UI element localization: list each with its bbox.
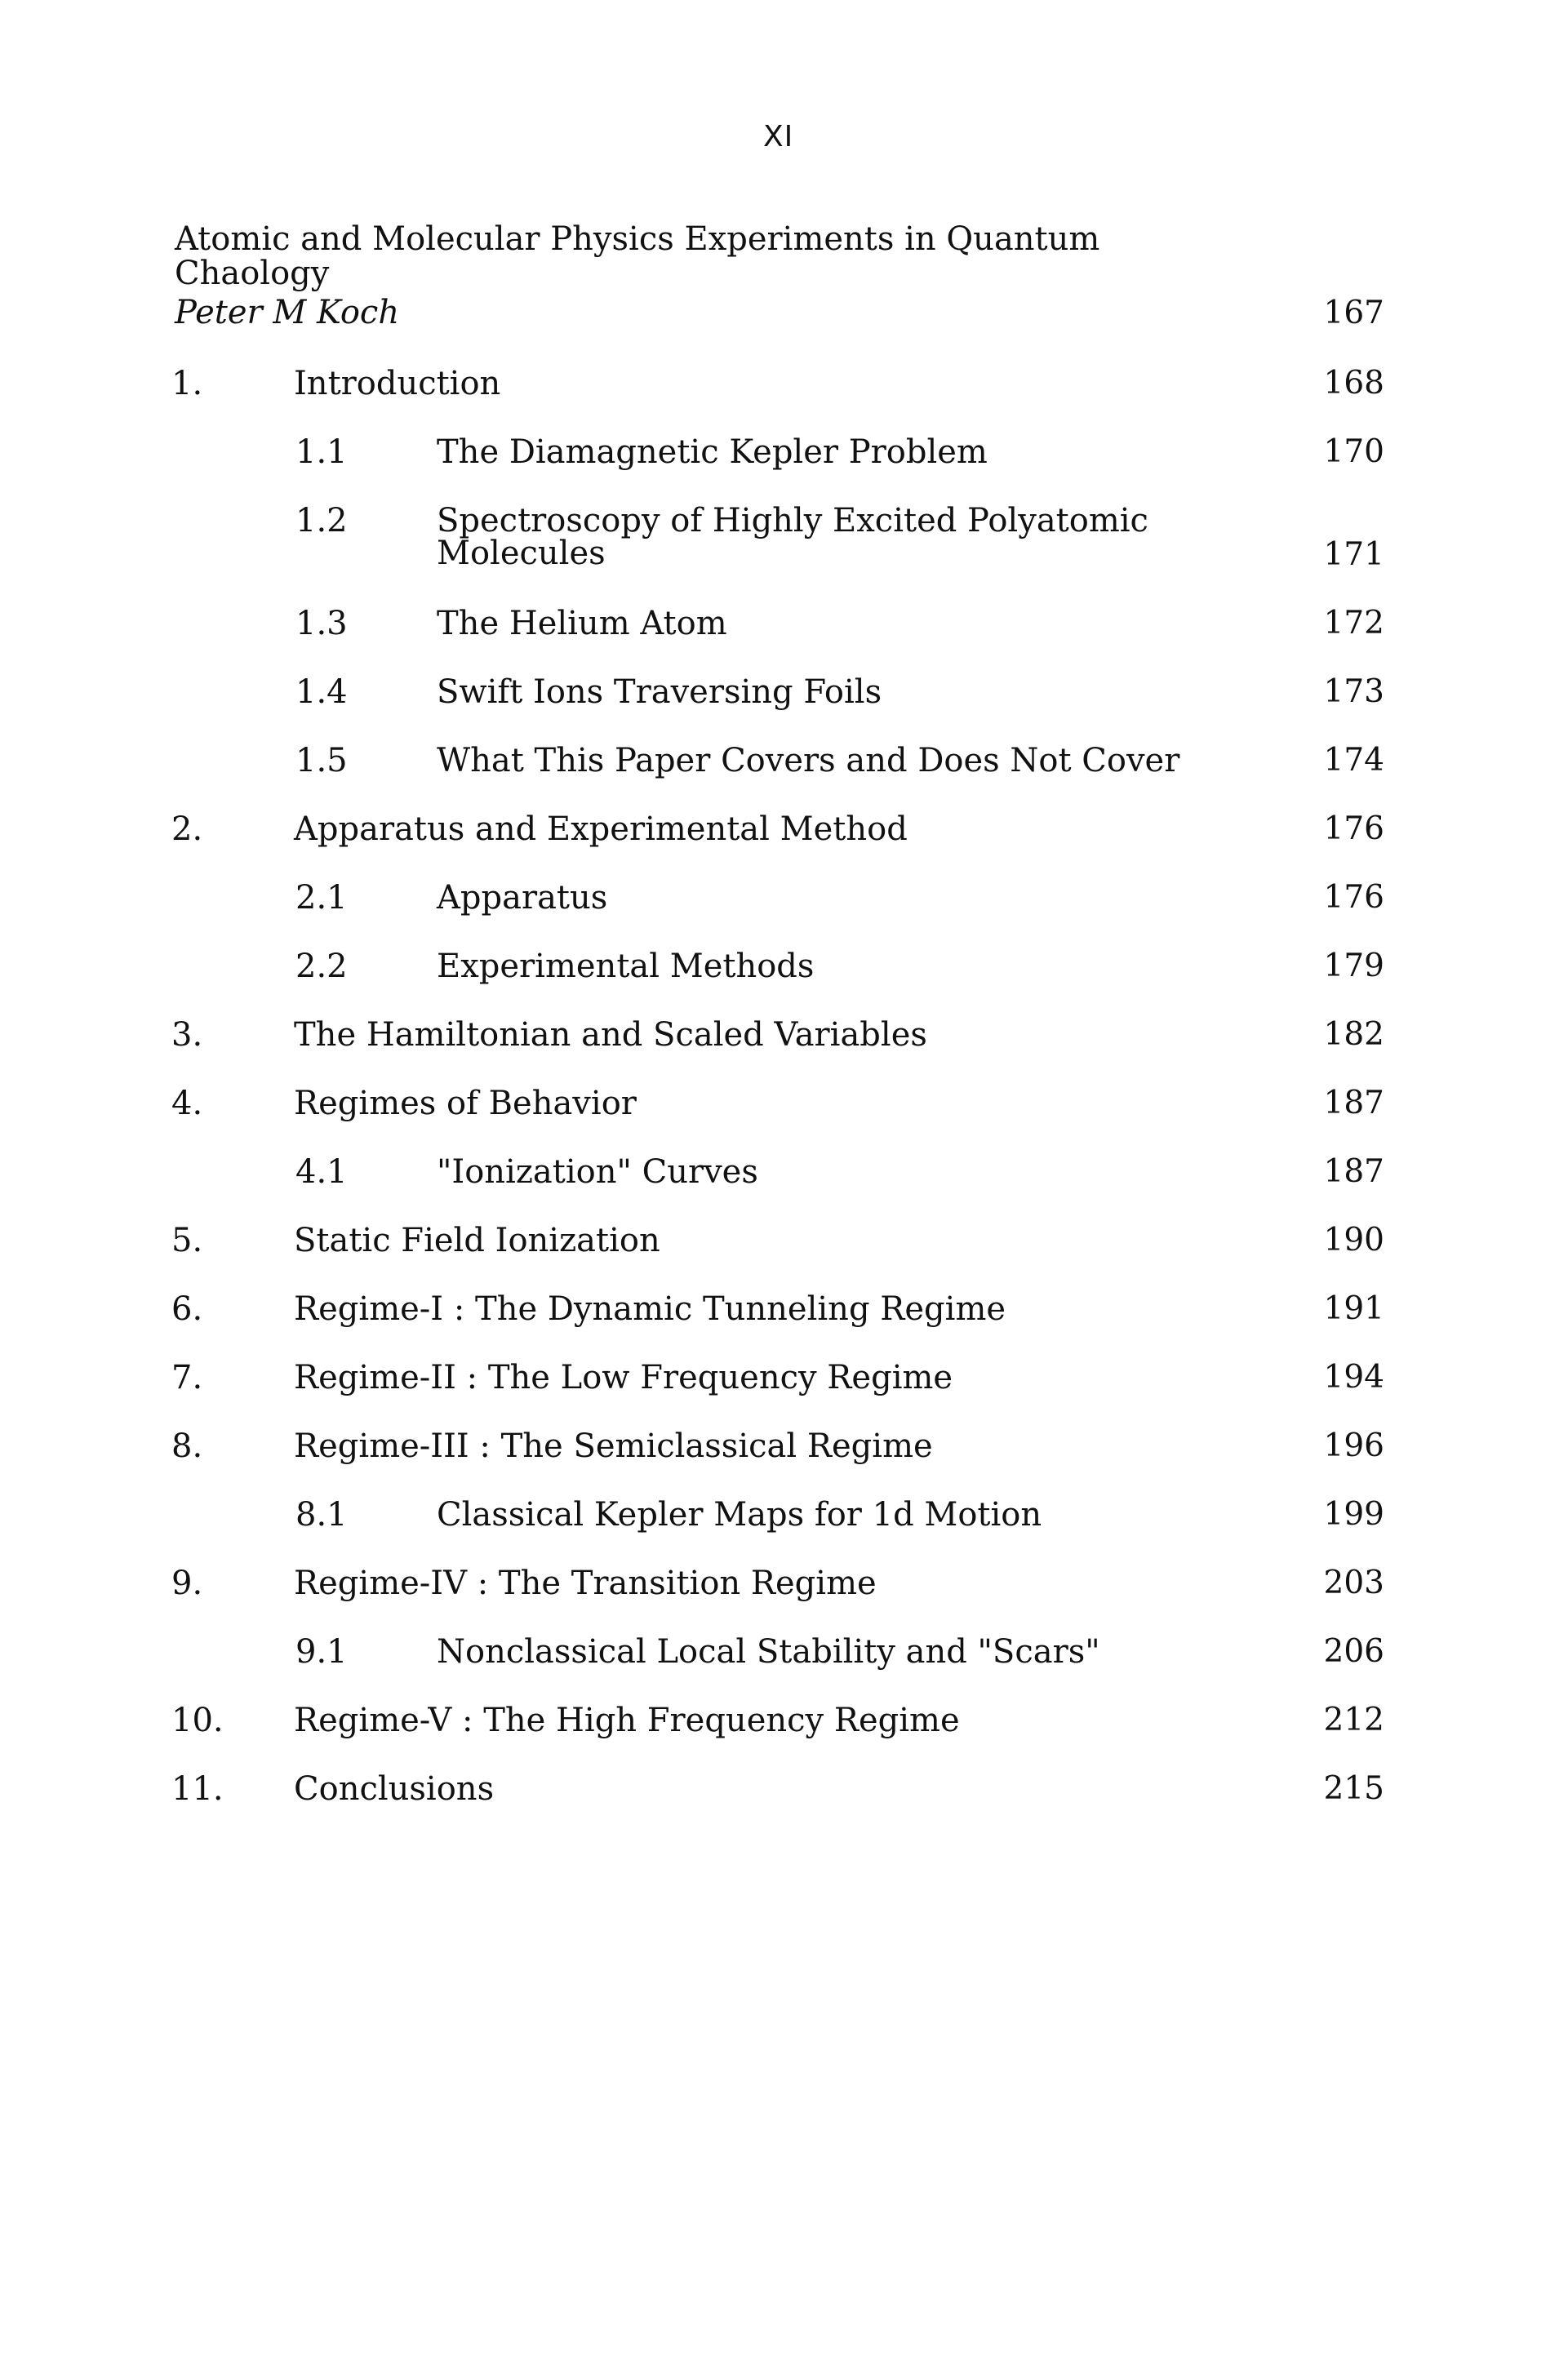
- entry-page: 199: [1323, 1496, 1384, 1533]
- entry-title: Swift Ions Traversing Foils: [437, 673, 882, 711]
- entry-page: 174: [1323, 742, 1384, 779]
- entry-page: 176: [1323, 879, 1384, 916]
- entry-page: 182: [1323, 1016, 1384, 1053]
- toc-entry[interactable]: [0, 1771, 1568, 1820]
- entry-title: "Ionization" Curves: [437, 1153, 758, 1191]
- entry-title: Regime-III : The Semiclassical Regime: [294, 1427, 933, 1465]
- entry-title: Static Field Ionization: [294, 1222, 660, 1259]
- toc-subentry[interactable]: [0, 606, 1568, 655]
- toc-subentry[interactable]: [0, 948, 1568, 997]
- entry-number: 6.: [171, 1290, 203, 1328]
- entry-number: 5.: [171, 1222, 203, 1259]
- chapter-title: [175, 222, 1154, 291]
- entry-number: 8.: [171, 1427, 203, 1465]
- entry-title: Regime-V : The High Frequency Regime: [294, 1702, 960, 1739]
- entry-number: 1.3: [295, 605, 348, 642]
- entry-page: 190: [1323, 1222, 1384, 1259]
- entry-page: 172: [1323, 605, 1384, 642]
- entry-title: Introduction: [294, 365, 501, 402]
- toc-entry[interactable]: [0, 366, 1568, 415]
- entry-page: 176: [1323, 810, 1384, 847]
- chapter-title-line2: Chaology: [175, 255, 330, 292]
- toc-subentry[interactable]: [0, 1154, 1568, 1203]
- entry-page: 212: [1323, 1702, 1384, 1738]
- entry-page: 179: [1323, 948, 1384, 984]
- toc-subentry[interactable]: [0, 743, 1568, 792]
- entry-title: The Helium Atom: [437, 605, 727, 642]
- entry-title: Conclusions: [294, 1770, 495, 1808]
- toc-subentry[interactable]: [0, 674, 1568, 723]
- entry-title-continued: Molecules: [437, 535, 606, 572]
- entry-page: 194: [1323, 1359, 1384, 1396]
- entry-title: Regime-IV : The Transition Regime: [294, 1565, 877, 1602]
- entry-page: 171: [1323, 536, 1384, 573]
- entry-title: The Diamagnetic Kepler Problem: [437, 433, 988, 471]
- entry-number: 3.: [171, 1016, 203, 1054]
- entry-title: Apparatus: [437, 879, 608, 917]
- entry-page: 187: [1323, 1153, 1384, 1190]
- entry-number: 1.5: [295, 742, 348, 779]
- entry-number: 1.4: [295, 673, 348, 711]
- entry-number: 2.: [171, 810, 203, 848]
- toc-entry[interactable]: [0, 811, 1568, 860]
- toc-entry[interactable]: [0, 1565, 1568, 1614]
- toc-entry[interactable]: [0, 1291, 1568, 1340]
- chapter-page-number: 167: [1323, 295, 1384, 331]
- entry-number: 11.: [171, 1770, 224, 1808]
- entry-title: Apparatus and Experimental Method: [294, 810, 908, 848]
- entry-title: Regime-I : The Dynamic Tunneling Regime: [294, 1290, 1006, 1328]
- entry-number: 9.1: [295, 1633, 348, 1671]
- entry-number: 10.: [171, 1702, 224, 1739]
- toc-entry[interactable]: [0, 1703, 1568, 1751]
- entry-page: 215: [1323, 1770, 1384, 1807]
- entry-title: Experimental Methods: [437, 948, 815, 985]
- entry-number: 4.: [171, 1085, 203, 1122]
- entry-number: 1.2: [295, 502, 348, 539]
- entry-page: 168: [1323, 365, 1384, 402]
- toc-subentry[interactable]: [0, 1634, 1568, 1683]
- entry-title: Regimes of Behavior: [294, 1085, 637, 1122]
- toc-entry[interactable]: [0, 1085, 1568, 1134]
- page-number-header: XI: [763, 120, 794, 153]
- entry-page: 206: [1323, 1633, 1384, 1670]
- entry-number: 1.: [171, 365, 203, 402]
- entry-page: 203: [1323, 1565, 1384, 1601]
- toc-entry[interactable]: [0, 1223, 1568, 1272]
- entry-title: The Hamiltonian and Scaled Variables: [294, 1016, 927, 1054]
- entry-page: 196: [1323, 1427, 1384, 1464]
- entry-title: Nonclassical Local Stability and "Scars": [437, 1633, 1100, 1671]
- entry-number: 7.: [171, 1359, 203, 1396]
- entry-title: What This Paper Covers and Does Not Cover: [437, 742, 1180, 779]
- entry-page: 187: [1323, 1085, 1384, 1121]
- toc-entry[interactable]: [0, 1360, 1568, 1409]
- toc-entry[interactable]: [0, 1428, 1568, 1477]
- chapter-author: Peter M Koch: [175, 294, 400, 331]
- entry-number: 4.1: [295, 1153, 348, 1191]
- toc-subentry[interactable]: [0, 434, 1568, 483]
- entry-number: 8.1: [295, 1496, 348, 1534]
- toc-subentry[interactable]: [0, 503, 1568, 593]
- toc-subentry[interactable]: [0, 880, 1568, 929]
- entry-page: 191: [1323, 1290, 1384, 1327]
- entry-page: 173: [1323, 673, 1384, 710]
- entry-page: 170: [1323, 433, 1384, 470]
- entry-title: Classical Kepler Maps for 1d Motion: [437, 1496, 1042, 1534]
- toc-entry[interactable]: [0, 1017, 1568, 1066]
- entry-title: Spectroscopy of Highly Excited Polyatomic: [437, 502, 1148, 539]
- entry-number: 1.1: [295, 433, 348, 471]
- chapter-title-line1: Atomic and Molecular Physics Experiments in Quantum: [175, 220, 1100, 258]
- entry-number: 2.2: [295, 948, 348, 985]
- entry-number: 2.1: [295, 879, 348, 917]
- toc-subentry[interactable]: [0, 1497, 1568, 1546]
- entry-number: 9.: [171, 1565, 203, 1602]
- entry-title: Regime-II : The Low Frequency Regime: [294, 1359, 953, 1396]
